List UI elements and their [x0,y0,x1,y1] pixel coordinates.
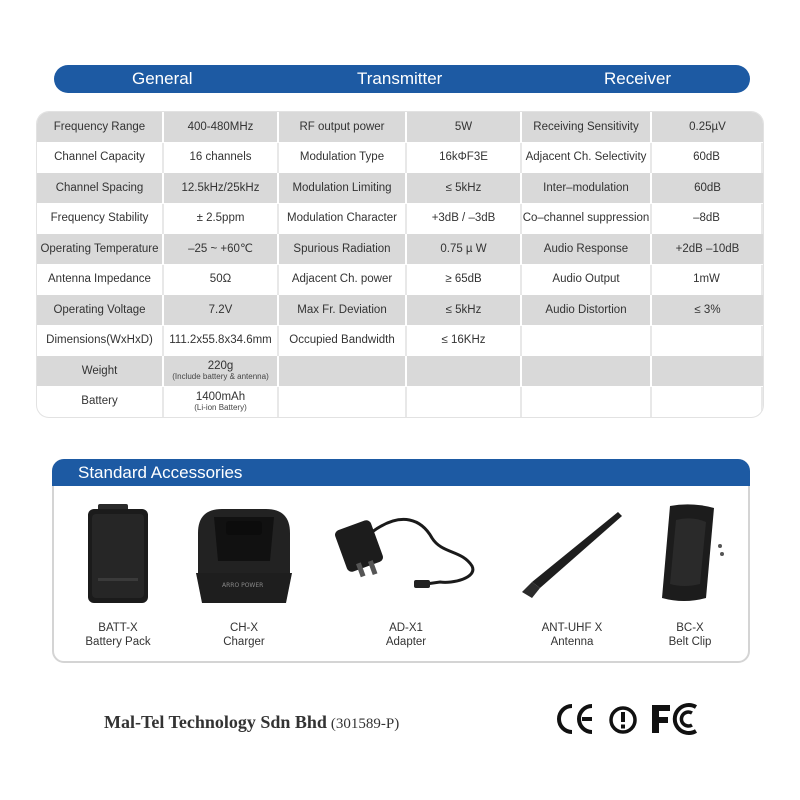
spec-cell-text: 16 channels [189,151,252,164]
spec-cell-text: ≤ 16KHz [441,334,486,347]
spec-cell-text: 400-480MHz [187,120,254,133]
spec-cell-text: +3dB / –3dB [431,212,496,225]
svg-text:ARRO POWER: ARRO POWER [222,582,264,589]
spec-cell-text: Co–channel suppression [522,212,650,225]
spec-row [37,204,763,234]
spec-cell-text: ≥ 65dB [445,273,482,286]
spec-cell-text: 60dB [694,181,721,194]
spec-cell-general-label [37,173,164,203]
spec-cell-general-value [164,143,279,173]
spec-cell-text: 1mW [693,273,720,286]
spec-cell-receiver-value [652,204,763,234]
belt-clip-icon [652,500,728,606]
spec-cell-general-label [37,143,164,173]
spec-cell-receiver-label [522,265,652,295]
spec-cell-receiver-value [652,387,763,417]
spec-cell-transmitter-label [279,326,407,356]
spec-cell-text: Frequency Stability [50,212,149,225]
spec-cell-text: Max Fr. Deviation [297,303,387,316]
company-registration: (301589-P) [330,716,400,732]
spec-cell-receiver-label [522,234,652,264]
spec-cell-transmitter-value [407,326,522,356]
spec-cell-receiver-label [522,173,652,203]
spec-row [37,356,763,386]
charger-icon [192,503,296,607]
spec-row [37,173,763,203]
spec-cell-general-label [37,204,164,234]
spec-cell-transmitter-label [279,112,407,142]
spec-row [37,112,763,142]
spec-cell-text: Audio Response [543,242,629,255]
spec-cell-transmitter-label [279,387,407,417]
spec-header-bar [54,65,750,93]
spec-cell-text: Adjacent Ch. Selectivity [525,151,647,164]
spec-cell-receiver-label [522,387,652,417]
antenna-icon [518,508,626,600]
spec-cell-note: (Li-ion Battery) [194,402,247,412]
spec-cell-text: Channel Spacing [55,181,144,194]
company-title: Mal-Tel Technology Sdn Bhd [104,712,327,732]
spec-cell-text: 16kΦF3E [439,151,488,164]
spec-cell-general-value [164,356,279,386]
spec-cell-text: 0.75 µ W [440,242,487,255]
spec-cell-text: 5W [454,120,473,133]
spec-cell-text: RF output power [299,120,385,133]
spec-cell-receiver-label [522,112,652,142]
spec-cell-text: Inter–modulation [543,181,629,194]
spec-cell-text: Modulation Type [299,151,385,164]
spec-cell-note: (Include battery & antenna) [172,372,269,382]
spec-cell-text: 12.5kHz/25kHz [181,181,260,194]
spec-cell-text: Channel Capacity [54,151,145,164]
spec-cell-text: Antenna Impedance [48,273,151,286]
spec-cell-text: 111.2x55.8x34.6mm [169,334,272,347]
spec-cell-receiver-value [652,112,763,142]
spec-cell-text: Modulation Character [287,212,397,225]
spec-cell-general-label [37,234,164,264]
header-general: General [132,69,193,88]
spec-cell-general-value [164,387,279,417]
accessory-code: BATT-X [98,622,138,634]
spec-cell-text: ≤ 5kHz [445,303,482,316]
spec-row [37,143,763,173]
spec-cell-general-label [37,326,164,356]
spec-cell-transmitter-value [407,173,522,203]
spec-cell-receiver-value [652,173,763,203]
spec-cell-text: Audio Output [552,273,620,286]
spec-cell-transmitter-value [407,265,522,295]
spec-cell-transmitter-label [279,143,407,173]
spec-cell-general-value [164,326,279,356]
spec-cell-receiver-value [652,295,763,325]
spec-cell-text: ± 2.5ppm [196,212,245,225]
company-name [104,712,399,733]
spec-cell-text: 60dB [693,151,720,164]
spec-cell-text: 7.2V [208,303,233,316]
spec-cell-general-label [37,387,164,417]
spec-cell-text: Occupied Bandwidth [289,334,395,347]
spec-cell-general-value [164,234,279,264]
spec-cell-text: Receiving Sensitivity [533,120,639,133]
spec-cell-general-label [37,356,164,386]
header-receiver: Receiver [604,69,672,88]
spec-cell-transmitter-value [407,204,522,234]
spec-cell-text: Dimensions(WxHxD) [46,334,153,347]
fcc-mark-icon [650,702,700,736]
spec-cell-text: Audio Distortion [545,303,627,316]
spec-cell-receiver-value [652,265,763,295]
spec-cell-general-value [164,112,279,142]
spec-cell-transmitter-value [407,356,522,386]
spec-cell-text: 1400mAh [195,390,246,403]
spec-cell-receiver-value [652,143,763,173]
spec-cell-transmitter-label [279,265,407,295]
spec-cell-general-label [37,295,164,325]
accessory-name: Battery Pack [85,636,151,648]
spec-row [37,387,763,417]
accessory-code: BC-X [676,622,704,634]
spec-cell-general-label [37,265,164,295]
spec-cell-text: Weight [81,364,118,377]
spec-cell-text: Modulation Limiting [292,181,392,194]
spec-cell-transmitter-value [407,112,522,142]
spec-cell-transmitter-label [279,356,407,386]
spec-cell-receiver-value [652,356,763,386]
spec-cell-text: –8dB [693,212,720,225]
spec-cell-receiver-label [522,356,652,386]
spec-cell-text: Adjacent Ch. power [291,273,393,286]
accessories-title: Standard Accessories [52,459,750,486]
spec-cell-text: +2dB –10dB [675,242,740,255]
spec-cell-text: 220g [207,360,234,373]
accessory-name: Belt Clip [668,636,712,648]
header-transmitter: Transmitter [357,69,443,88]
battery-pack-icon [84,500,152,606]
spec-row [37,234,763,264]
spec-cell-general-value [164,295,279,325]
spec-cell-text: Operating Voltage [53,303,146,316]
spec-cell-transmitter-label [279,173,407,203]
spec-row [37,326,763,356]
spec-cell-text: Operating Temperature [40,242,159,255]
spec-cell-general-value [164,173,279,203]
spec-cell-text: ≤ 5kHz [445,181,482,194]
spec-cell-general-value [164,265,279,295]
spec-row [37,265,763,295]
spec-cell-transmitter-value [407,295,522,325]
spec-cell-text: 50Ω [209,273,232,286]
spec-cell-transmitter-value [407,143,522,173]
spec-table [37,112,763,417]
spec-cell-general-value [164,204,279,234]
accessory-name: Antenna [550,636,594,648]
spec-cell-transmitter-label [279,234,407,264]
spec-cell-general-label [37,112,164,142]
spec-cell-text: –25 ~ +60℃ [188,242,253,255]
spec-cell-text: Spurious Radiation [293,242,391,255]
accessory-code: ANT-UHF X [541,622,603,634]
accessory-name: Adapter [385,636,427,648]
spec-cell-text: ≤ 3% [694,303,721,316]
alert-mark-icon [608,705,638,735]
accessory-name: Charger [223,636,265,648]
spec-cell-receiver-label [522,204,652,234]
spec-cell-receiver-value [652,234,763,264]
spec-cell-receiver-label [522,326,652,356]
ce-mark-icon [556,702,598,736]
spec-cell-transmitter-value [407,234,522,264]
spec-cell-transmitter-value [407,387,522,417]
spec-cell-text: Frequency Range [53,120,146,133]
accessory-code: CH-X [229,622,259,634]
spec-cell-transmitter-label [279,295,407,325]
spec-cell-text: 0.25µV [689,120,726,133]
spec-row [37,295,763,325]
spec-cell-receiver-value [652,326,763,356]
spec-cell-text: Battery [81,395,118,408]
accessory-code: AD-X1 [389,622,423,634]
spec-cell-receiver-label [522,143,652,173]
spec-cell-receiver-label [522,295,652,325]
adapter-icon [332,510,482,596]
spec-cell-transmitter-label [279,204,407,234]
